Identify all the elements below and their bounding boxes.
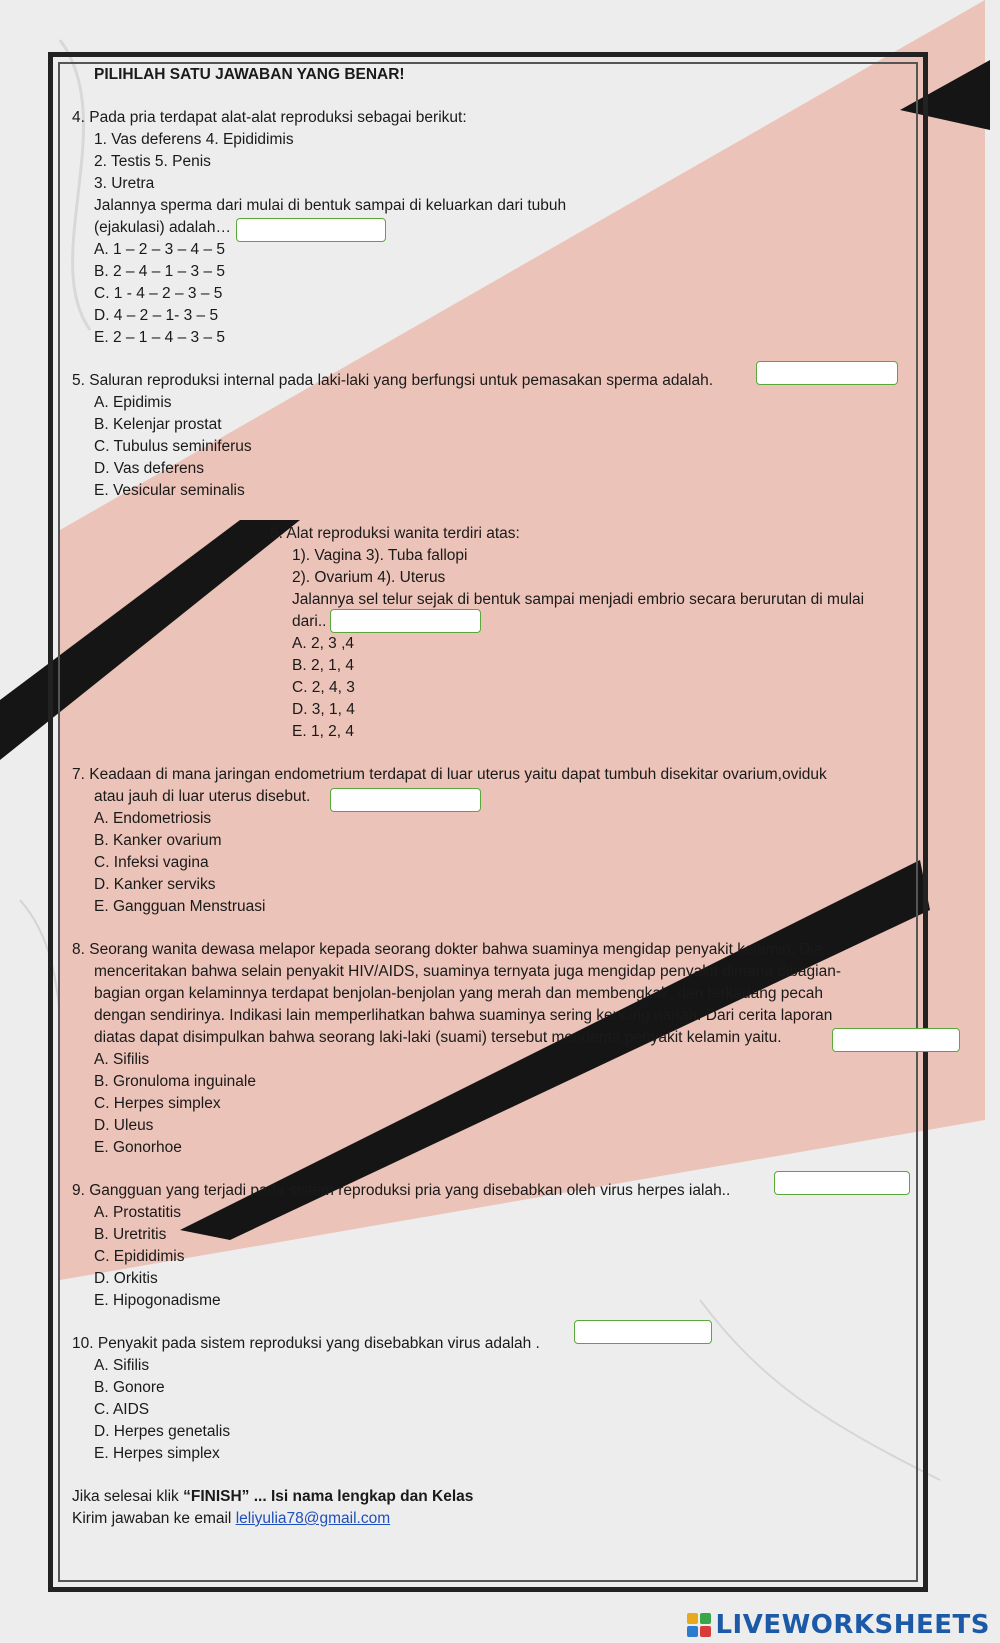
q8-option: D. Uleus bbox=[94, 1117, 154, 1134]
q8-option: C. Herpes simplex bbox=[94, 1095, 221, 1112]
q6-stem-cont: dari.. bbox=[292, 613, 327, 630]
q7-option: E. Gangguan Menstruasi bbox=[94, 898, 266, 915]
q7-option: A. Endometriosis bbox=[94, 810, 212, 827]
footer-text: Kirim jawaban ke email bbox=[72, 1510, 236, 1527]
q4-option: B. 2 – 4 – 1 – 3 – 5 bbox=[94, 263, 225, 280]
q10-option: B. Gonore bbox=[94, 1379, 165, 1396]
q5-option: E. Vesicular seminalis bbox=[94, 482, 245, 499]
q8-option: E. Gonorhoe bbox=[94, 1139, 182, 1156]
q8-option: B. Gronuloma inguinale bbox=[94, 1073, 256, 1090]
q5-answer-input[interactable] bbox=[756, 361, 898, 385]
instruction-title: PILIHLAH SATU JAWABAN YANG BENAR! bbox=[94, 66, 405, 83]
q9-option: C. Epididimis bbox=[94, 1248, 185, 1265]
q8-stem-cont: dengan sendirinya. Indikasi lain memperlihatkan bahwa suaminya sering kencing nanah. Dari cerita laporan bbox=[94, 1007, 833, 1024]
q10-option: A. Sifilis bbox=[94, 1357, 150, 1374]
q4-option: D. 4 – 2 – 1- 3 – 5 bbox=[94, 307, 219, 324]
q4-item: 2. Testis 5. Penis bbox=[94, 153, 211, 170]
q6-option: C. 2, 4, 3 bbox=[292, 679, 355, 696]
q6-item: 2). Ovarium 4). Uterus bbox=[292, 569, 446, 586]
q5-option: C. Tubulus seminiferus bbox=[94, 438, 252, 455]
q6-option: D. 3, 1, 4 bbox=[292, 701, 355, 718]
q4-option: A. 1 – 2 – 3 – 4 – 5 bbox=[94, 241, 225, 258]
q8-stem-cont: bagian organ kelaminnya terdapat benjolan-benjolan yang merah dan membengkak, dan terkadang pecah bbox=[94, 985, 824, 1002]
q6-answer-input[interactable] bbox=[330, 609, 481, 633]
q4-item: 1. Vas deferens 4. Epididimis bbox=[94, 131, 294, 148]
finish-label: “FINISH” bbox=[183, 1488, 250, 1505]
q9-option: A. Prostatitis bbox=[94, 1204, 181, 1221]
q8-stem: 8. Seorang wanita dewasa melapor kepada seorang dokter bahwa suaminya mengidap penyakit kelamin. Dia bbox=[72, 941, 823, 958]
q8-stem-cont: diatas dapat disimpulkan bahwa seorang laki-laki (suami) tersebut menderita penyakit kelamin yaitu. bbox=[94, 1029, 782, 1046]
q5-option: D. Vas deferens bbox=[94, 460, 204, 477]
q4-stem: 4. Pada pria terdapat alat-alat reproduksi sebagai berikut: bbox=[72, 109, 467, 126]
q7-option: B. Kanker ovarium bbox=[94, 832, 222, 849]
q8-answer-input[interactable] bbox=[832, 1028, 960, 1052]
q4-stem-cont: Jalannya sperma dari mulai di bentuk sampai di keluarkan dari tubuh bbox=[94, 197, 567, 214]
q6-option: A. 2, 3 ,4 bbox=[292, 635, 355, 652]
q6-option: E. 1, 2, 4 bbox=[292, 723, 355, 740]
q5-stem: 5. Saluran reproduksi internal pada laki-laki yang berfungsi untuk pemasakan sperma adalah. bbox=[72, 372, 714, 389]
q10-stem: 10. Penyakit pada sistem reproduksi yang disebabkan virus adalah . bbox=[72, 1335, 540, 1352]
q7-answer-input[interactable] bbox=[330, 788, 481, 812]
q6-option: B. 2, 1, 4 bbox=[292, 657, 355, 674]
q10-option: D. Herpes genetalis bbox=[94, 1423, 231, 1440]
q6-stem-cont: Jalannya sel telur sejak di bentuk sampai menjadi embrio secara berurutan di mulai bbox=[292, 591, 865, 608]
logo-grid-icon bbox=[687, 1613, 711, 1637]
q8-stem-cont: menceritakan bahwa selain penyakit HIV/AIDS, suaminya ternyata juga mengidap penyakit dimana dibagian- bbox=[94, 963, 842, 980]
q4-stem-cont: (ejakulasi) adalah… bbox=[94, 219, 231, 236]
footer-finish-instruction bbox=[72, 1486, 473, 1507]
q9-option: D. Orkitis bbox=[94, 1270, 158, 1287]
q7-option: D. Kanker serviks bbox=[94, 876, 216, 893]
q10-option: E. Herpes simplex bbox=[94, 1445, 220, 1462]
email-link[interactable]: leliyulia78@gmail.com bbox=[235, 1510, 391, 1527]
q7-stem: 7. Keadaan di mana jaringan endometrium terdapat di luar uterus yaitu dapat tumbuh disekitar ovarium,oviduk bbox=[72, 766, 827, 783]
q8-option: A. Sifilis bbox=[94, 1051, 150, 1068]
q5-option: B. Kelenjar prostat bbox=[94, 416, 222, 433]
q10-option: C. AIDS bbox=[94, 1401, 150, 1418]
q4-option: C. 1 - 4 – 2 – 3 – 5 bbox=[94, 285, 223, 302]
q4-item: 3. Uretra bbox=[94, 175, 155, 192]
q7-stem-cont: atau jauh di luar uterus disebut. bbox=[94, 788, 311, 805]
q6-stem: 6. Alat reproduksi wanita terdiri atas: bbox=[270, 525, 520, 542]
q9-option: E. Hipogonadisme bbox=[94, 1292, 221, 1309]
q9-stem: 9. Gangguan yang terjadi pada sistem reproduksi pria yang disebabkan oleh virus herpes ialah.. bbox=[72, 1182, 731, 1199]
liveworksheets-logo[interactable] bbox=[687, 1610, 990, 1640]
q5-option: A. Epidimis bbox=[94, 394, 172, 411]
q9-answer-input[interactable] bbox=[774, 1171, 910, 1195]
footer-text: Jika selesai klik bbox=[72, 1488, 184, 1505]
footer-text-bold: ... Isi nama lengkap dan Kelas bbox=[249, 1488, 474, 1505]
q6-item: 1). Vagina 3). Tuba fallopi bbox=[292, 547, 468, 564]
q10-answer-input[interactable] bbox=[574, 1320, 712, 1344]
q9-option: B. Uretritis bbox=[94, 1226, 167, 1243]
q7-option: C. Infeksi vagina bbox=[94, 854, 209, 871]
logo-text: LIVEWORKSHEETS bbox=[715, 1610, 990, 1640]
footer-email-line bbox=[72, 1508, 390, 1529]
q4-answer-input[interactable] bbox=[236, 218, 386, 242]
q4-option: E. 2 – 1 – 4 – 3 – 5 bbox=[94, 329, 225, 346]
